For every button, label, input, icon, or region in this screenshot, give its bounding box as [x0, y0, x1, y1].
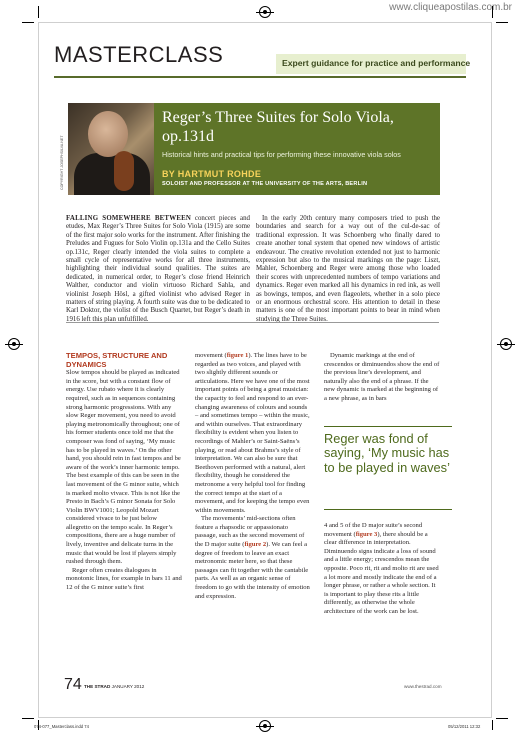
crop-mark — [22, 718, 34, 719]
photo-figure — [74, 153, 150, 195]
figure-link[interactable]: figure 1 — [226, 352, 249, 359]
article-standfirst: Historical hints and practical tips for performing these innovative viola solos — [162, 150, 401, 159]
crop-mark — [22, 22, 34, 23]
slug-date: 05/12/2011 12:32 — [448, 724, 481, 729]
section-title: MASTERCLASS — [54, 42, 224, 67]
photo-credit: COPYRIGHT JOSEPHSILVA.NET — [60, 135, 64, 190]
body-paragraph: Dynamic markings at the end of crescendos or diminuendos show the end of the previous line’s development, and naturally also the end of a phrase. If the new dynamic is marked at the beginning of a new phrase, as in bars — [324, 352, 440, 402]
pull-quote-rule — [324, 426, 452, 427]
body-text: 4 and 5 of the D major suite’s second movement ( — [324, 522, 423, 538]
figure-link[interactable]: figure 3 — [355, 530, 378, 538]
body-paragraph — [324, 522, 440, 617]
body-text: ). The lines have to be regarded as two voices, and played with two slightly different sounds or articulations. Here we have one of the most important points of being a great musician: the capacity to feel and respond to an ever-changing awareness of colours and sounds – and sometimes tempo – within the music, and within ourselves. That extraordinary flexibility is evident when you listen to recordings of Mahler’s or Saint-Saëns’s playing, or read about Brahms’s style of interpretation. We can also be sure that Beethoven performed with a natural, alert flexibility, though he considered the metronome a very helpful tool for finding the correct tempo at the start of a movement, and for keeping the tempo even within movements. — [195, 352, 310, 514]
intro-lead: FALLING SOMEWHERE BETWEEN — [66, 215, 192, 222]
magazine-name: THE STRAD — [84, 684, 111, 689]
body-paragraph: Reger often creates dialogues in monotonic lines, for example in bars 11 and 12 of the G minor suite’s first — [66, 566, 182, 592]
body-column-2 — [195, 352, 311, 601]
body-paragraph — [195, 352, 311, 515]
registration-mark-icon — [8, 338, 20, 350]
website-link[interactable]: www.thestrad.com — [404, 684, 442, 689]
author-photo — [68, 103, 154, 195]
body-text: movement ( — [195, 352, 227, 359]
section-divider — [66, 322, 439, 323]
intro-column-2: In the early 20th century many composers tried to push the boundaries and search for a way out of the cul-de-sac of traditional expression. It was Schoenberg who finally dared to create another tonal system that opened new windows of artistic endeavour. The creative revolution extended not just to harmonic expression but also to the musical markings on the page: Liszt, Mahler, Schoenberg and Reger were among those who loaded their scores with unprecedented numbers of tempo variations and dynamics. Reger even marked all his dynamics in red ink, as well as bowings, tempos, and even flageolets, whether in a solo piece or an enormous orchestral score. His attention to detail in these matters is one of the most important points to bear in mind when studying the Three Suites. — [256, 215, 440, 323]
crop-mark — [496, 22, 508, 23]
pull-quote: Reger was fond of saying, ‘My music has to be played in waves’ — [324, 431, 450, 475]
figure-link[interactable]: figure 2 — [244, 541, 267, 549]
page-number: 74 — [64, 676, 82, 693]
header-rule — [54, 76, 466, 78]
pull-quote-rule — [324, 509, 452, 510]
intro-text: concert pieces and etudes, Max Reger’s Three Suites for Solo Viola (1915) are some of the first major solo works for the instrument. After finishing the Preludes and Fugues for Solo Violin op.131a and the Cello Suites op.131c, Reger clearly intended the viola suites to complete a small cycle of representative works for all three instruments, highlighting their individual sound qualities. The suites are dedicated, in numerical order, to Reger’s close friend Heinrich Walther, conductor and violin virtuoso Richard Sahla, and violinist Joseph Hösl, a gifted violinist who advised Reger in matters of string playing. A fourth suite was due to be dedicated to Karl Doktor, the violist of the Busch Quartet, but Reger’s death in 1916 left this plan unfulfilled. — [66, 215, 251, 323]
body-text: ). We can feel a degree of freedom to leave an exact metronomic meter here, so that these passages can fit together with the cantabile parts. As well as an organic sense of freedom to go with the intensity of emotion and expression. — [195, 541, 310, 600]
crop-mark — [492, 6, 493, 18]
registration-mark-icon — [259, 6, 271, 18]
magazine-issue — [84, 684, 144, 689]
section-heading: TEMPOS, STRUCTURE AND DYNAMICS — [66, 351, 168, 369]
crop-mark — [38, 6, 39, 18]
body-paragraph: Slow tempos should be played as indicated in the score, but with a constant flow of energy. Use rubato where it is clearly required, such as in sequences containing strong harmonic progressions. With any slow Reger movement, you need to avoid playing metronomically throughout; one of his former students once told me that the composer was fond of saying, ‘My music has to be played in waves.’ On the other hand, you should rein in fast tempos and be aware of the work’s inner harmonic tempo. The best example of this can be seen in the last movement of the G minor suite, which is marked molto vivace. This is not like the Presto in Bach’s G minor Sonata for Solo Violin BWV1001; Leopold Mozart considered vivace to be just below allegretto on the tempo scale. In Reger’s compositions, there are a huge number of lively, inventive and delicate turns in the music that would be lost if players simply rushed through them. — [66, 369, 181, 566]
article-title: Reger’s Three Suites for Solo Viola, op.131d — [162, 109, 394, 145]
registration-mark-icon — [500, 338, 512, 350]
byline-role: SOLOIST AND PROFESSOR AT THE UNIVERSITY OF THE ARTS, BERLIN — [162, 181, 368, 187]
registration-mark-icon — [259, 720, 271, 732]
section-tagline: Expert guidance for practice and performance — [282, 58, 471, 68]
watermark: www.cliqueapostilas.com.br — [389, 2, 512, 13]
slug-filename: 074-077_Masterclass.indd 74 — [34, 724, 89, 729]
body-column-3-continued — [324, 522, 440, 617]
body-paragraph — [195, 515, 311, 601]
body-text: The movements’ mid-sections often feature a rhapsodic or appassionato passage, such as the second movement of the D major suite ( — [195, 515, 305, 549]
body-column-3 — [324, 352, 440, 404]
intro-column-1 — [66, 215, 250, 324]
issue-date: JANUARY 2012 — [111, 684, 145, 689]
body-column-1 — [66, 352, 182, 593]
crop-mark — [496, 718, 508, 719]
crop-mark — [492, 720, 493, 730]
body-text: ), there should be a clear difference in interpretation. Diminuendo signs indicate a loss of sound and a little energy; crescendos mean the opposite. Poco rit, rit and molto rit are used a lot more and mostly indicate the end of a longer phrase, or rather a whole section. It is important to play these rits a little differently, as otherwise the whole architecture of the work can be lost. — [324, 530, 439, 615]
viola-icon — [114, 151, 134, 191]
article-byline: BY HARTMUT ROHDE — [162, 169, 262, 179]
